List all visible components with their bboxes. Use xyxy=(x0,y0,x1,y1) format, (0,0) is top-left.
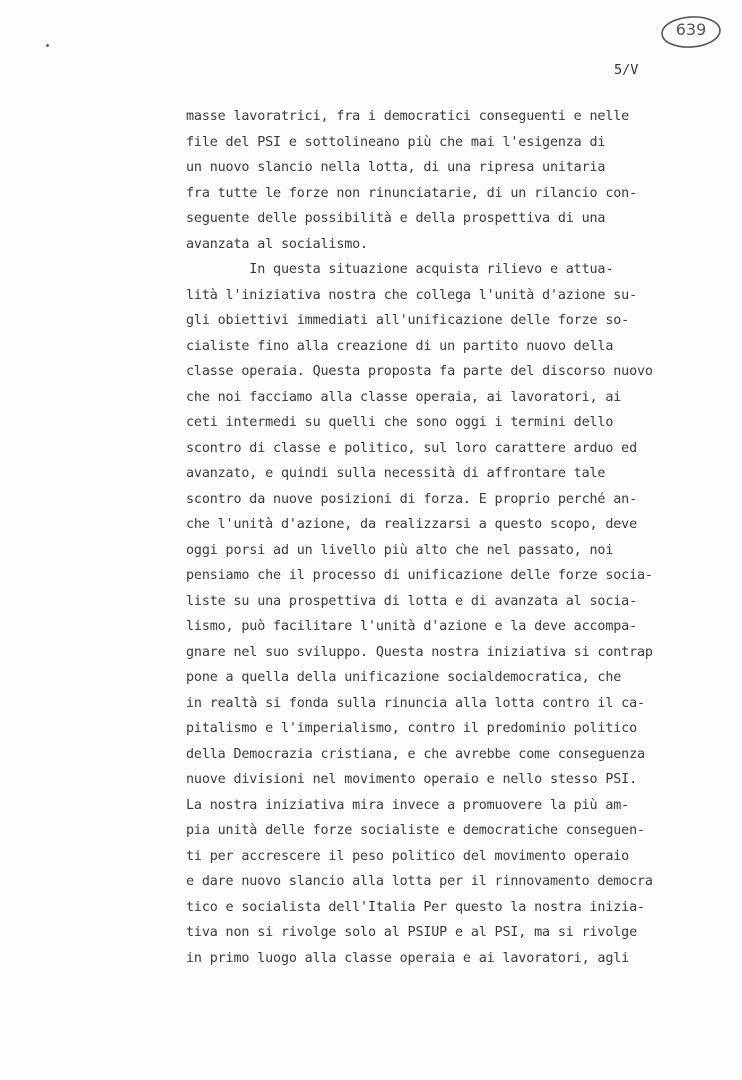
text-line: liste su una prospettiva di lotta e di avanzata al socia- xyxy=(186,593,637,609)
text-line: che l'unità d'azione, da realizzarsi a questo scopo, deve xyxy=(186,517,637,532)
text-line: fra tutte le forze non rinunciatarie, di un rilancio con- xyxy=(186,185,637,201)
text-line: oggi porsi ad un livello più alto che nel passato, noi xyxy=(186,542,614,558)
ink-speck xyxy=(46,44,49,47)
text-line: lismo, può facilitare l'unità d'azione e la deve accompa- xyxy=(186,619,637,634)
archive-stamp-number: 639 xyxy=(675,20,707,39)
text-line: ceti intermedi su quelli che sono oggi i termini dello xyxy=(186,415,614,430)
text-line: La nostra iniziativa mira invece a promuovere la più am- xyxy=(186,797,630,813)
text-line: un nuovo slancio nella lotta, di una ripresa unitaria xyxy=(186,160,606,175)
archive-stamp xyxy=(660,14,722,50)
text-line: pone a quella della unificazione socialdemocratica, che xyxy=(186,670,622,685)
text-line: classe operaia. Questa proposta fa parte del discorso nuovo xyxy=(186,364,653,379)
text-line: che noi facciamo alla classe operaia, ai lavoratori, ai xyxy=(186,389,622,405)
text-line: scontro di classe e politico, sul loro carattere arduo ed xyxy=(186,440,637,456)
text-line: tiva non si rivolge solo al PSIUP e al PSI, ma si rivolge xyxy=(186,925,637,940)
text-line: e dare nuovo slancio alla lotta per il rinnovamento democra xyxy=(186,874,653,889)
text-line: cialiste fino alla creazione di un partito nuovo della xyxy=(186,338,614,354)
text-line: avanzata al socialismo. xyxy=(186,236,368,252)
page-number: 5/V xyxy=(614,62,639,78)
text-line: scontro da nuove posizioni di forza. E proprio perché an- xyxy=(186,491,637,507)
text-line: in primo luogo alla classe operaia e ai lavoratori, agli xyxy=(186,950,630,966)
body-text xyxy=(186,104,706,971)
text-line: masse lavoratrici, fra i democratici conseguenti e nelle xyxy=(186,109,630,124)
text-line: gnare nel suo sviluppo. Questa nostra iniziativa si contrap xyxy=(186,644,653,660)
text-line: lità l'iniziativa nostra che collega l'unità d'azione su- xyxy=(186,287,637,303)
text-line: gli obiettivi immediati all'unificazione delle forze so- xyxy=(186,313,630,328)
text-line: tico e socialista dell'Italia Per questo la nostra inizia- xyxy=(186,899,645,915)
text-line: pensiamo che il processo di unificazione delle forze socia- xyxy=(186,568,653,583)
text-line: seguente delle possibilità e della prospettiva di una xyxy=(186,211,606,226)
text-line: nuove divisioni nel movimento operaio e nello stesso PSI. xyxy=(186,772,637,787)
text-line: ti per accrescere il peso politico del movimento operaio xyxy=(186,848,630,864)
text-line: file del PSI e sottolineano più che mai l'esigenza di xyxy=(186,134,606,150)
text-line: in realtà si fonda sulla rinuncia alla lotta contro il ca- xyxy=(186,695,645,711)
text-line: In questa situazione acquista rilievo e attua- xyxy=(186,262,614,277)
text-line: avanzato, e quindi sulla necessità di affrontare tale xyxy=(186,466,606,481)
text-line: della Democrazia cristiana, e che avrebbe come conseguenza xyxy=(186,746,645,762)
text-line: pia unità delle forze socialiste e democratiche conseguen- xyxy=(186,823,645,838)
text-line: pitalismo e l'imperialismo, contro il predominio politico xyxy=(186,721,637,736)
